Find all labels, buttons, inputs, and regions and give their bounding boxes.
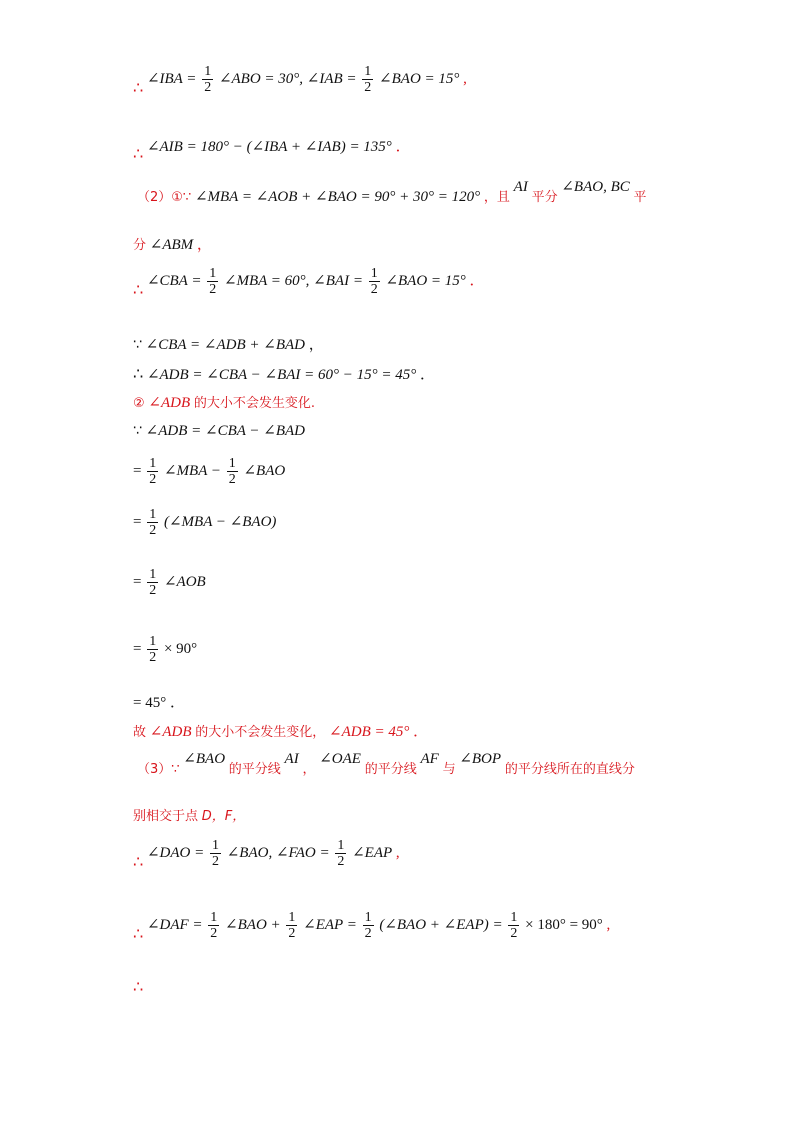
- expr: ∠OAE: [319, 751, 361, 767]
- therefore-symbol: ∴: [133, 977, 144, 996]
- part-label: （3）∵: [137, 762, 180, 777]
- expr: ∠CBA =: [146, 272, 202, 289]
- part-label: （2）①∵: [137, 190, 192, 205]
- period: ．: [469, 272, 485, 289]
- line-15: [133, 723, 428, 742]
- line-8: [133, 394, 315, 413]
- expr: ∠ADB = ∠CBA − ∠BAD: [145, 423, 305, 439]
- equals: =: [133, 573, 142, 590]
- text: 的平分线: [364, 762, 417, 777]
- period: ．: [420, 367, 436, 383]
- expr: ∠BAO, ∠FAO =: [226, 844, 330, 861]
- expr: ∠EAP =: [303, 916, 357, 933]
- text: 的大小不会发生变化.: [193, 396, 316, 411]
- line-5: [133, 266, 485, 297]
- fraction: $\frac{1}{2}$: [149, 507, 157, 538]
- expr: (∠MBA − ∠BAO): [163, 513, 277, 530]
- line-20: [133, 978, 143, 997]
- fraction: $\frac{1}{2}$: [204, 64, 212, 95]
- text: 的大小不会发生变化，: [195, 725, 326, 740]
- therefore-symbol: ∴: [133, 851, 144, 871]
- expr: (∠BAO + ∠EAP) =: [379, 916, 503, 933]
- expr: ∠BAO +: [225, 916, 281, 933]
- expr: ∠MBA −: [163, 462, 221, 479]
- line-4: [133, 236, 212, 255]
- expr: = 45°: [133, 695, 167, 711]
- text: 的平分线: [228, 762, 281, 777]
- expr: ∠IBA =: [146, 70, 197, 87]
- period: ．: [413, 724, 429, 740]
- expr: AI: [513, 179, 528, 195]
- fraction: $\frac{1}{2}$: [149, 634, 157, 665]
- expr: × 180° = 90°: [525, 916, 603, 933]
- fraction: $\frac{1}{2}$: [337, 838, 345, 869]
- text: D，F，: [201, 809, 246, 824]
- therefore-symbol: ∴: [133, 923, 144, 943]
- equals: =: [133, 462, 142, 479]
- fraction: $\frac{1}{2}$: [370, 266, 378, 297]
- text: 平: [633, 190, 647, 205]
- comma: ,: [606, 916, 611, 933]
- expr: ∠AOB: [163, 573, 206, 590]
- line-2: [133, 137, 411, 163]
- expr: ∠ADB: [148, 395, 191, 411]
- therefore-symbol: ∴: [133, 77, 144, 97]
- line-7: [133, 365, 435, 384]
- equals: =: [133, 640, 142, 657]
- comma: ，: [196, 237, 212, 253]
- comma: ,: [463, 70, 467, 87]
- line-18: [133, 838, 400, 869]
- line-1: [133, 64, 467, 95]
- expr: ∠AIB = 180° − (∠IBA + ∠IAB) = 135°: [146, 139, 392, 155]
- expr: ∠BAO: [243, 462, 286, 479]
- expr: ∠ABM: [149, 237, 194, 253]
- fraction: $\frac{1}{2}$: [510, 910, 518, 941]
- expr: ∠MBA = 60°, ∠BAI =: [223, 272, 363, 289]
- expr: ∠ABO = 30°, ∠IAB =: [218, 70, 357, 87]
- expr: ∠BAO = 15°: [385, 272, 466, 289]
- period: ．: [169, 695, 185, 711]
- expr: ∠BAO, BC: [561, 179, 630, 195]
- comma: ，: [308, 337, 324, 353]
- expr: ∠ADB: [149, 724, 192, 740]
- fraction: $\frac{1}{2}$: [364, 64, 372, 95]
- expr: AF: [420, 751, 439, 767]
- expr: ∠CBA = ∠ADB + ∠BAD: [145, 337, 305, 353]
- expr: ∠ADB = ∠CBA − ∠BAI = 60° − 15° = 45°: [146, 367, 417, 383]
- text: ，且: [483, 190, 510, 205]
- expr: ∠BAO = 15°: [379, 70, 460, 87]
- text: 故: [133, 725, 147, 740]
- because-symbol: ∵: [133, 337, 142, 353]
- expr: ∠BOP: [459, 751, 502, 767]
- line-17: [133, 807, 245, 826]
- text: ，: [302, 762, 316, 777]
- fraction: $\frac{1}{2}$: [228, 456, 236, 487]
- text: 平分: [531, 190, 558, 205]
- therefore-symbol: ∴: [133, 144, 144, 163]
- line-19: [133, 910, 610, 941]
- text: 别相交于点: [133, 809, 199, 824]
- expr: AI: [284, 751, 299, 767]
- fraction: $\frac{1}{2}$: [149, 456, 157, 487]
- fraction: $\frac{1}{2}$: [209, 266, 217, 297]
- period: ．: [395, 139, 411, 155]
- line-6: [133, 336, 324, 354]
- expr: ∠BAO: [183, 751, 226, 767]
- equals: =: [133, 513, 142, 530]
- line-12: [133, 567, 206, 598]
- because-symbol: ∵: [133, 423, 142, 439]
- fraction: $\frac{1}{2}$: [149, 567, 157, 598]
- part-label: ②: [133, 396, 145, 411]
- expr: ∠DAF =: [146, 916, 203, 933]
- line-13: [133, 634, 197, 665]
- fraction: $\frac{1}{2}$: [364, 910, 372, 941]
- line-3: [137, 179, 647, 207]
- text: 与: [442, 762, 456, 777]
- expr: ∠ADB = 45°: [329, 724, 410, 740]
- line-14: [133, 694, 185, 712]
- fraction: $\frac{1}{2}$: [211, 838, 219, 869]
- text: 分: [133, 238, 147, 253]
- text: 的平分线所在的直线分: [504, 762, 635, 777]
- fraction: $\frac{1}{2}$: [288, 910, 296, 941]
- expr: ∠DAO =: [146, 844, 205, 861]
- therefore-symbol: ∴: [133, 279, 144, 299]
- line-11: [133, 507, 276, 538]
- expr: ∠EAP: [352, 844, 393, 861]
- expr: ∠MBA = ∠AOB + ∠BAO = 90° + 30° = 120°: [194, 189, 481, 205]
- line-16: [137, 751, 635, 779]
- fraction: $\frac{1}{2}$: [210, 910, 218, 941]
- expr: × 90°: [163, 640, 198, 657]
- comma: ,: [395, 844, 400, 861]
- line-9: [133, 422, 305, 440]
- line-10: [133, 456, 285, 487]
- therefore-symbol: ∴: [133, 364, 144, 383]
